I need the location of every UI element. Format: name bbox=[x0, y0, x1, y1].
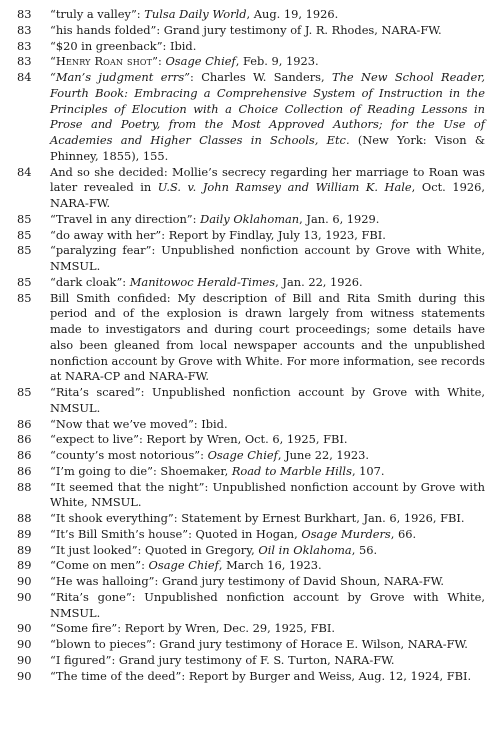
note-text-segment: , March 16, 1923. bbox=[218, 558, 322, 573]
note-page-number: 89 bbox=[17, 558, 32, 573]
note-text-segment: “It just looked”: Quoted in Gregory, bbox=[50, 542, 259, 557]
note-italic-segment: “Man’s judgment errs” bbox=[50, 70, 190, 84]
note-page-number: 86 bbox=[17, 416, 32, 431]
note-text bbox=[50, 480, 487, 512]
note-entry bbox=[17, 621, 487, 637]
note-text bbox=[50, 669, 487, 685]
note-text-segment: , Oct. 1926, NARA-FW. bbox=[50, 180, 485, 210]
note-entry bbox=[17, 39, 487, 55]
note-page-number: 84 bbox=[17, 70, 32, 84]
note-text-segment: “He was halloing”: Grand jury testimony of David Shoun, NARA-FW. bbox=[50, 574, 444, 588]
note-text-segment: , 66. bbox=[390, 526, 417, 541]
note-page-number: 83 bbox=[17, 7, 32, 21]
note-text-segment: “his hands folded”: Grand jury testimony of J. R. Rhodes, NARA-FW. bbox=[50, 22, 442, 37]
note-entry bbox=[17, 590, 487, 622]
note-text bbox=[50, 212, 487, 228]
note-text-segment: “ bbox=[50, 54, 56, 69]
note-page-number: 89 bbox=[17, 526, 32, 541]
note-text-segment: , Feb. 9, 1923. bbox=[235, 54, 319, 69]
note-entry bbox=[17, 432, 487, 448]
note-page-number: 86 bbox=[17, 432, 32, 447]
note-text bbox=[50, 23, 487, 39]
note-page-number: 89 bbox=[17, 542, 32, 557]
note-text-segment: , Jan. 6, 1929. bbox=[299, 211, 380, 226]
note-page-number: 90 bbox=[17, 589, 32, 604]
note-text bbox=[50, 621, 487, 637]
note-entry bbox=[17, 243, 487, 275]
note-page-number: 90 bbox=[17, 668, 32, 683]
note-text bbox=[50, 243, 487, 275]
note-text-segment: , 56. bbox=[351, 542, 378, 557]
note-page-number: 88 bbox=[17, 511, 32, 525]
note-text bbox=[50, 637, 487, 653]
note-entry bbox=[17, 464, 487, 480]
note-text-segment: “Rita’s scared”: Unpublished nonfiction account by Grove with White, NMSUL. bbox=[50, 385, 485, 415]
note-entry bbox=[17, 70, 487, 165]
note-entry bbox=[17, 212, 487, 228]
note-entry bbox=[17, 275, 487, 291]
note-page-number: 85 bbox=[17, 211, 32, 226]
note-text-segment: “The time of the deed”: Report by Burger and Weiss, Aug. 12, 1924, FBI. bbox=[50, 668, 472, 683]
note-text-segment: Bill Smith confided: My description of Bill and Rita Smith during this period and of the explosion is drawn largely from witness statements made to investigators and during court proceedings; some details have also been gleaned from local newspaper accounts and the unpublished nonfiction account by Grove with White. For more information, see records at NARA-CP and NARA-FW. bbox=[50, 290, 485, 384]
note-italic-segment: Osage Murders bbox=[301, 526, 391, 541]
note-italic-segment: Oil in Oklahoma bbox=[258, 542, 352, 557]
note-text-segment: “expect to live”: Report by Wren, Oct. 6, 1925, FBI. bbox=[50, 432, 348, 447]
note-text-segment: “It’s Bill Smith’s house”: Quoted in Hogan, bbox=[50, 526, 302, 541]
note-text-segment: “I figured”: Grand jury testimony of F. S. Turton, NARA-FW. bbox=[50, 652, 395, 667]
note-text bbox=[50, 543, 487, 559]
note-text bbox=[50, 291, 487, 386]
note-page-number: 90 bbox=[17, 574, 32, 588]
note-page-number: 90 bbox=[17, 652, 32, 667]
note-page-number: 86 bbox=[17, 463, 32, 478]
note-text-segment: Henry Roan shot bbox=[55, 54, 153, 69]
note-italic-segment: Manitowoc Herald-Times bbox=[129, 274, 276, 289]
note-page-number: 85 bbox=[17, 385, 32, 399]
note-page-number: 88 bbox=[17, 479, 32, 494]
note-italic-segment: Road to Marble Hills bbox=[231, 463, 352, 478]
note-text bbox=[50, 417, 487, 433]
note-entry bbox=[17, 480, 487, 512]
note-text bbox=[50, 7, 487, 23]
note-text bbox=[50, 590, 487, 622]
note-entry bbox=[17, 7, 487, 23]
note-italic-segment: U.S. v. John Ramsey and William K. Hale bbox=[157, 180, 412, 195]
note-page-number: 85 bbox=[17, 290, 32, 305]
note-entry bbox=[17, 669, 487, 685]
note-page-number: 85 bbox=[17, 274, 32, 289]
note-text bbox=[50, 511, 487, 527]
note-entry bbox=[17, 228, 487, 244]
note-text bbox=[50, 70, 487, 165]
note-entry bbox=[17, 165, 487, 212]
note-italic-segment: Tulsa Daily World bbox=[144, 7, 247, 21]
note-italic-segment: Daily Oklahoman bbox=[200, 211, 300, 226]
note-page-number: 83 bbox=[17, 22, 32, 37]
note-text bbox=[50, 385, 487, 417]
note-text bbox=[50, 574, 487, 590]
note-page-number: 86 bbox=[17, 448, 32, 462]
note-entry bbox=[17, 417, 487, 433]
note-text-segment: ”: bbox=[152, 54, 166, 69]
note-text-segment: “paralyzing fear”: Unpublished nonfiction account by Grove with White, NMSUL. bbox=[50, 243, 485, 273]
note-text-segment: “It seemed that the night”: Unpublished nonfiction account by Grove with White, NMSUL. bbox=[50, 479, 485, 510]
note-italic-segment: Osage Chief bbox=[207, 448, 278, 462]
note-text bbox=[50, 54, 487, 70]
note-text-segment: And so she decided: Mollie’s secrecy regarding her marriage to Roan was later revealed in bbox=[50, 164, 485, 195]
note-italic-segment: Osage Chief bbox=[165, 54, 236, 69]
note-text-segment: “Travel in any direction”: bbox=[50, 211, 201, 226]
note-entry bbox=[17, 448, 487, 464]
note-page-number: 84 bbox=[17, 164, 32, 179]
note-text bbox=[50, 653, 487, 669]
note-entry bbox=[17, 527, 487, 543]
note-text-segment: “It shook everything”: Statement by Ernest Burkhart, Jan. 6, 1926, FBI. bbox=[50, 511, 465, 525]
note-entry bbox=[17, 574, 487, 590]
note-text-segment: “county’s most notorious”: bbox=[50, 448, 208, 462]
note-text-segment: , 107. bbox=[351, 463, 385, 478]
note-text-segment: “blown to pieces”: Grand jury testimony of Horace E. Wilson, NARA-FW. bbox=[50, 637, 468, 651]
note-text-segment: “truly a valley”: bbox=[50, 7, 145, 21]
note-text bbox=[50, 275, 487, 291]
note-entry bbox=[17, 558, 487, 574]
note-entry bbox=[17, 291, 487, 386]
note-page-number: 90 bbox=[17, 637, 32, 651]
note-entry bbox=[17, 543, 487, 559]
note-page-number: 85 bbox=[17, 243, 32, 258]
note-text-segment: , Jan. 22, 1926. bbox=[275, 274, 363, 289]
note-text-segment: : Charles W. Sanders, bbox=[190, 70, 332, 84]
note-page-number: 83 bbox=[17, 38, 32, 53]
note-text-segment: “do away with her”: Report by Findlay, July 13, 1923, FBI. bbox=[50, 227, 386, 242]
note-entry bbox=[17, 54, 487, 70]
note-page-number: 83 bbox=[17, 54, 32, 69]
note-text-segment: , June 22, 1923. bbox=[277, 448, 370, 462]
note-page-number: 85 bbox=[17, 227, 32, 242]
notes-list bbox=[17, 7, 487, 684]
note-entry bbox=[17, 637, 487, 653]
note-text bbox=[50, 527, 487, 543]
note-text-segment: (New York: Vison & Phinney, 1855), 155. bbox=[50, 133, 485, 163]
note-text bbox=[50, 39, 487, 55]
note-text-segment: “dark cloak”: bbox=[50, 274, 130, 289]
note-text-segment: , Aug. 19, 1926. bbox=[246, 7, 339, 21]
note-text bbox=[50, 165, 487, 212]
note-text bbox=[50, 558, 487, 574]
note-text bbox=[50, 228, 487, 244]
note-entry bbox=[17, 653, 487, 669]
note-italic-segment: The New School Reader, Fourth Book: Embracing a Comprehensive System of Instruction in the Principles of Elocution with a Choice Collection of Reading Lessons in Prose and Poetry, from the Most Approved Authors; for the Use of Academies and Higher Classes in Schools, Etc. bbox=[50, 70, 486, 147]
note-text-segment: “$20 in greenback”: Ibid. bbox=[50, 38, 197, 53]
note-entry bbox=[17, 23, 487, 39]
note-text bbox=[50, 432, 487, 448]
note-text-segment: “Now that we’ve moved”: Ibid. bbox=[50, 416, 228, 431]
note-text-segment: “I’m going to die”: Shoemaker, bbox=[50, 463, 232, 478]
note-text-segment: “Some fire”: Report by Wren, Dec. 29, 1925, FBI. bbox=[50, 621, 335, 636]
note-entry bbox=[17, 385, 487, 417]
note-page-number: 90 bbox=[17, 621, 32, 636]
note-text-segment: “Rita’s gone”: Unpublished nonfiction account by Grove with White, NMSUL. bbox=[50, 589, 485, 620]
note-text bbox=[50, 448, 487, 464]
note-text bbox=[50, 464, 487, 480]
note-italic-segment: Osage Chief bbox=[148, 558, 219, 573]
note-text-segment: “Come on men”: bbox=[50, 558, 149, 573]
note-entry bbox=[17, 511, 487, 527]
